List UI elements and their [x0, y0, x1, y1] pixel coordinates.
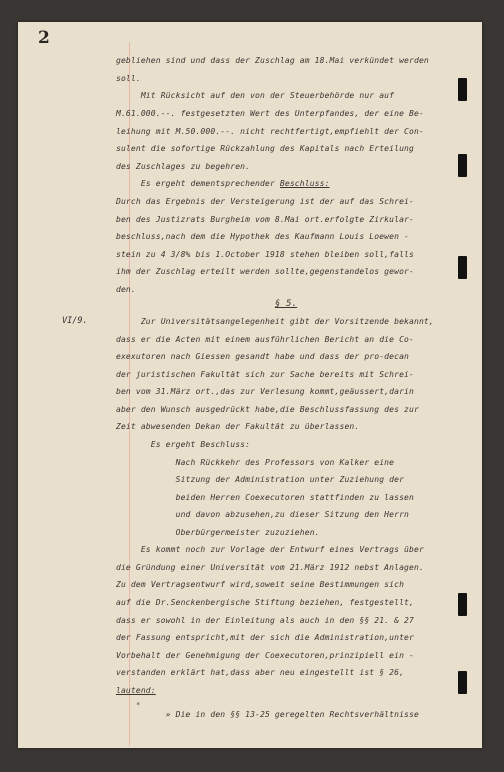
text-line: soll.: [116, 74, 141, 83]
page-number: 2: [38, 28, 50, 48]
text-line: Vorbehalt der Genehmigung der Coexecutoren,prinzipiell ein -: [116, 651, 414, 660]
text-line: stein zu 4 3/8% bis 1.October 1918 stehen bleiben soll,falls: [116, 250, 414, 259]
resolution-word: Beschluss:: [279, 179, 330, 188]
text-line: leihung mit M.50.000.--. nicht rechtfertigt,empfiehlt der Con-: [116, 127, 424, 136]
text-line: der Fassung entspricht,mit der sich die Administration,unter: [116, 633, 414, 642]
text-line: Zu dem Vertragsentwurf wird,soweit seine Bestimmungen sich: [116, 580, 405, 589]
binder-tab: [458, 256, 467, 279]
text-line: ben vom 31.März ort.,das zur Verlesung kommt,geäussert,darin: [116, 387, 414, 396]
text-line: Sitzung der Administration unter Zuziehung der: [116, 475, 405, 484]
text-line: Durch das Ergebnis der Versteigerung ist der auf das Schrei-: [116, 197, 414, 206]
text-line: dass er sowohl in der Einleitung als auch in den §§ 21. & 27: [116, 616, 414, 625]
section-heading: § 5.: [274, 299, 298, 309]
text-line: auf die Dr.Senckenbergische Stiftung beziehen, festgestellt,: [116, 598, 414, 607]
text-line: verstanden erklärt hat,dass aber neu eingestellt ist § 26,: [116, 668, 405, 677]
binder-tab: [458, 671, 467, 694]
text-line: lautend:: [116, 686, 156, 695]
text-line: » Die in den §§ 13-25 geregelten Rechtsverhältnisse: [116, 710, 419, 719]
text-line: ben des Justizrats Burgheim vom 8.Mai ort.erfolgte Zirkular-: [116, 215, 414, 224]
text-line: Oberbürgermeister zuzuziehen.: [116, 528, 320, 537]
text-line: aber den Wunsch ausgedrückt habe,die Beschlussfassung des zur: [116, 405, 419, 414]
text-line: Nach Rückkehr des Professors von Kalker eine: [116, 458, 395, 467]
binder-tab: [458, 593, 467, 616]
text-line: Zeit abwesenden Dekan der Fakultät zu überlassen.: [116, 422, 360, 431]
text-line: der juristischen Fakultät sich zur Sache bereits mit Schrei-: [116, 370, 414, 379]
text-line: dass er die Acten mit einem ausführlichen Bericht an die Co-: [116, 335, 414, 344]
binder-tab: [458, 154, 467, 177]
text-line: exexutoren nach Giessen gesandt habe und dass der pro-decan: [116, 352, 410, 361]
text-line: Es ergeht Beschluss:: [116, 440, 251, 449]
text-line: beschluss,nach dem die Hypothek des Kaufmann Louis Loewen -: [116, 232, 410, 241]
text-line: gebliehen sind und dass der Zuschlag am 18.Mai verkündet werden: [116, 56, 429, 65]
text-line: ihm der Zuschlag erteilt werden sollte,gegenstandelos gewor-: [116, 267, 414, 276]
text-line: und davon abzusehen,zu dieser Sitzung den Herrn: [116, 510, 410, 519]
text-line: M.61.000.--. festgesetzten Wert des Unterpfandes, der eine Be-: [116, 109, 424, 118]
tick-mark: *: [136, 701, 141, 709]
text-line: Es kommt noch zur Vorlage der Entwurf eines Vertrags über: [116, 545, 424, 554]
text-line: die Gründung einer Universität vom 21.März 1912 nebst Anlagen.: [116, 563, 424, 572]
text-line: den.: [116, 285, 136, 294]
text-line: Mit Rücksicht auf den von der Steuerbehörde nur auf: [116, 91, 395, 100]
document-page: [18, 22, 482, 748]
binder-tab: [458, 78, 467, 101]
text-line: beiden Herren Coexecutoren stattfinden zu lassen: [116, 493, 414, 502]
resolution-heading: Es ergeht dementsprechender Beschluss:: [116, 179, 330, 188]
margin-reference: VI/9.: [62, 316, 88, 326]
text-line: des Zuschlages zu begehren.: [116, 162, 251, 171]
text-line: sulent die sofortige Rückzahlung des Kapitals nach Erteilung: [116, 144, 414, 153]
text-line: Zur Universitätsangelegenheit gibt der Vorsitzende bekannt,: [116, 317, 434, 326]
